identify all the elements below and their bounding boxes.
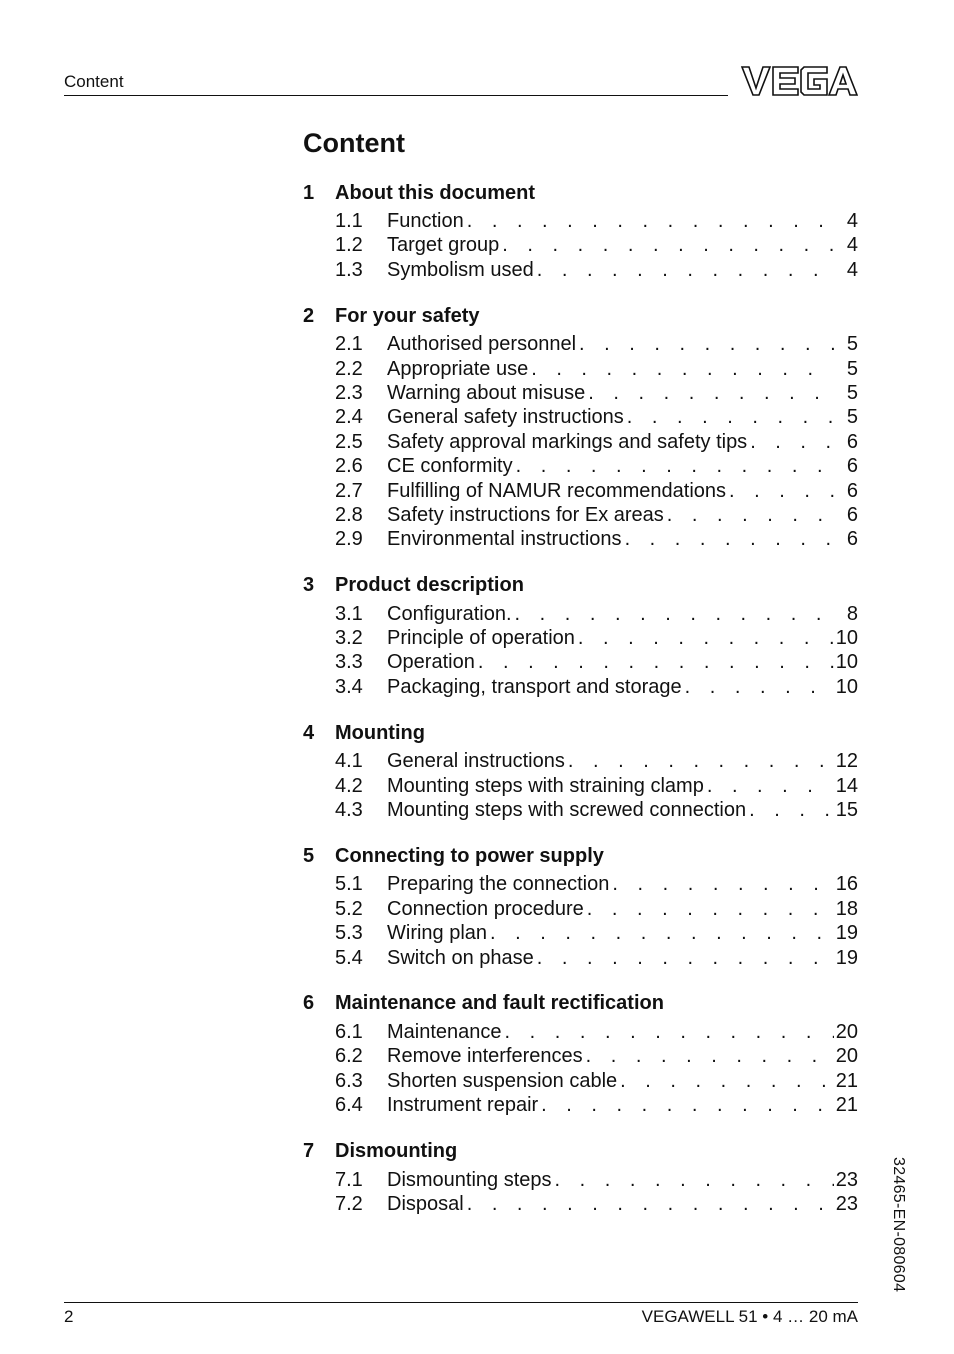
entry-page-number: 10 [835,651,858,674]
entry-number: 7.1 [335,1168,363,1191]
entry-page-number: 20 [835,1045,858,1068]
entry-number: 1.1 [335,210,363,232]
section-number: 6 [303,992,315,1015]
entry-page-number: 15 [835,799,858,822]
entry-number: 2.7 [335,479,363,502]
section-title: About this document [335,181,535,204]
dot-leader [584,898,834,921]
toc-entry[interactable] [303,1045,858,1069]
entry-page-number: 5 [846,357,858,380]
entry-title: Maintenance [387,1020,502,1043]
entry-page-number: 6 [846,455,858,478]
toc-entry[interactable] [303,1021,858,1045]
header-rule [64,95,728,96]
toc-section [303,178,858,283]
toc-entry[interactable] [303,873,858,897]
entry-title: Mounting steps with screwed connection [387,799,747,822]
entry-number: 7.2 [335,1192,363,1215]
entry-number: 2.9 [335,528,363,551]
entry-title: Dismounting steps [387,1168,552,1191]
toc-entry[interactable] [303,210,858,234]
toc-section [303,1137,858,1218]
entry-number: 5.2 [335,897,363,920]
entry-title: Instrument repair [387,1094,539,1117]
dot-leader [528,358,834,381]
dot-leader [464,210,834,233]
entry-number: 5.3 [335,922,363,945]
entry-title: Fulfilling of NAMUR recommendations [387,479,727,502]
entry-page-number: 6 [846,430,858,453]
entry-title: Safety approval markings and safety tips [387,430,748,453]
entry-title: Operation [387,651,475,674]
toc-entry[interactable] [303,651,858,675]
page-title: Content [303,128,405,158]
entry-title: CE conformity [387,455,513,478]
toc-section [303,301,858,553]
dot-leader [475,651,834,674]
entry-title: Appropriate use [387,357,529,380]
entry-page-number: 8 [846,602,858,625]
entry-page-number: 23 [835,1192,858,1215]
dot-leader [534,259,834,282]
entry-page-number: 6 [846,479,858,502]
entry-page-number: 10 [835,627,858,650]
entry-number: 2.8 [335,503,363,526]
entry-title: Disposal [387,1192,464,1215]
dot-leader [499,234,834,257]
entry-page-number: 6 [846,528,858,551]
entry-page-number: 21 [835,1069,858,1092]
toc-entry[interactable] [303,922,858,946]
entry-number: 6.3 [335,1069,363,1092]
toc-entry[interactable] [303,333,858,357]
section-title: Maintenance and fault rectification [335,992,664,1015]
dot-leader [513,455,834,478]
entry-number: 3.2 [335,627,363,650]
entry-page-number: 6 [846,503,858,526]
entry-page-number: 19 [835,946,858,969]
toc-entry[interactable] [303,775,858,799]
dot-leader [624,406,834,429]
entry-page-number: 12 [835,750,858,773]
entry-title: Connection procedure [387,897,584,920]
entry-page-number: 4 [846,210,858,232]
toc-entry[interactable] [303,676,858,700]
entry-page-number: 23 [835,1168,858,1191]
section-number: 1 [303,181,315,204]
entry-page-number: 21 [835,1094,858,1117]
entry-page-number: 16 [835,873,858,896]
dot-leader [502,1021,834,1044]
entry-number: 4.3 [335,799,363,822]
entry-number: 1.2 [335,234,363,257]
section-number: 3 [303,574,315,597]
toc-entry[interactable] [303,1094,858,1118]
section-number: 7 [303,1140,315,1163]
dot-leader [585,382,834,405]
toc-entry[interactable] [303,234,858,258]
toc-section [303,989,858,1119]
entry-number: 3.1 [335,602,363,625]
dot-leader [622,528,834,551]
toc-section-heading[interactable] [303,1137,858,1167]
toc-entry[interactable] [303,382,858,406]
toc-section-heading[interactable] [303,178,858,208]
dot-leader [726,480,834,503]
entry-page-number: 18 [835,897,858,920]
section-title: Product description [335,574,524,597]
entry-title: Shorten suspension cable [387,1069,618,1092]
toc-entry[interactable] [303,480,858,504]
entry-number: 2.2 [335,357,363,380]
entry-page-number: 5 [846,406,858,429]
section-number: 5 [303,844,315,867]
toc-entry[interactable] [303,504,858,528]
entry-page-number: 10 [835,675,858,698]
dot-leader [565,750,834,773]
dot-leader [538,1094,834,1117]
toc-section-heading[interactable] [303,989,858,1019]
document-code: 32465-EN-080604 [890,1157,907,1293]
entry-page-number: 4 [846,234,858,257]
dot-leader [575,627,834,650]
dot-leader [583,1045,834,1068]
entry-title: Packaging, transport and storage [387,675,682,698]
entry-title: Symbolism used [387,258,534,281]
entry-title: Mounting steps with straining clamp [387,774,704,797]
section-number: 2 [303,304,315,327]
page-number: 2 [64,1307,74,1326]
entry-page-number: 4 [846,258,858,281]
toc-entry[interactable] [303,603,858,627]
entry-title: Wiring plan [387,922,488,945]
entry-number: 4.1 [335,750,363,773]
entry-number: 2.4 [335,406,363,429]
entry-title: Preparing the connection [387,873,610,896]
dot-leader [576,333,834,356]
toc-entry[interactable] [303,1169,858,1193]
entry-number: 6.4 [335,1094,363,1117]
toc-entry[interactable] [303,799,858,823]
toc-section [303,571,858,701]
toc-entry[interactable] [303,947,858,971]
dot-leader [464,1193,834,1216]
toc-entry[interactable] [303,406,858,430]
toc-entry[interactable] [303,898,858,922]
toc-section [303,718,858,823]
entry-number: 6.1 [335,1020,363,1043]
entry-title: Target group [387,234,500,257]
entry-page-number: 19 [835,922,858,945]
entry-number: 3.3 [335,651,363,674]
entry-title: Principle of operation [387,627,575,650]
table-of-contents [303,178,858,1235]
toc-section-heading[interactable] [303,841,858,871]
dot-leader [552,1169,834,1192]
section-number: 4 [303,721,315,744]
entry-title: General instructions [387,750,565,773]
toc-entry[interactable] [303,1070,858,1094]
toc-entry[interactable] [303,750,858,774]
toc-section-heading[interactable] [303,571,858,601]
entry-title: Switch on phase [387,946,534,969]
toc-section-heading[interactable] [303,718,858,748]
toc-entry[interactable] [303,358,858,382]
toc-section [303,841,858,971]
section-title: Mounting [335,721,425,744]
entry-page-number: 5 [846,333,858,356]
dot-leader [609,873,834,896]
running-header: Content [64,72,124,91]
entry-title: Configuration. [387,602,512,625]
entry-number: 3.4 [335,675,363,698]
entry-number: 2.1 [335,333,363,356]
entry-title: Remove interferences [387,1045,583,1068]
dot-leader [747,431,834,454]
entry-page-number: 5 [846,381,858,404]
dot-leader [487,922,834,945]
entry-number: 6.2 [335,1045,363,1068]
entry-number: 2.5 [335,430,363,453]
dot-leader [664,504,834,527]
entry-title: General safety instructions [387,406,624,429]
vega-logo [740,64,858,98]
footer-rule [64,1302,858,1303]
toc-entry[interactable] [303,431,858,455]
entry-number: 2.3 [335,381,363,404]
entry-page-number: 14 [835,774,858,797]
entry-title: Environmental instructions [387,528,622,551]
entry-title: Authorised personnel [387,333,577,356]
entry-title: Safety instructions for Ex areas [387,503,664,526]
toc-section-heading[interactable] [303,301,858,331]
section-title: Connecting to power supply [335,844,604,867]
entry-page-number: 20 [835,1020,858,1043]
entry-title: Warning about misuse [387,381,586,404]
section-title: Dismounting [335,1140,458,1163]
toc-entry[interactable] [303,1193,858,1217]
entry-number: 4.2 [335,774,363,797]
entry-number: 5.4 [335,946,363,969]
dot-leader [746,799,834,822]
entry-number: 5.1 [335,873,363,896]
entry-title: Function [387,210,464,232]
dot-leader [534,947,834,970]
document-name: VEGAWELL 51 • 4 … 20 mA [641,1307,858,1326]
dot-leader [704,775,834,798]
section-title: For your safety [335,304,480,327]
toc-entry[interactable] [303,455,858,479]
dot-leader [617,1070,834,1093]
entry-number: 1.3 [335,258,363,281]
entry-number: 2.6 [335,455,363,478]
toc-entry[interactable] [303,528,858,552]
dot-leader [512,603,834,626]
dot-leader [682,676,834,699]
toc-entry[interactable] [303,259,858,283]
toc-entry[interactable] [303,627,858,651]
